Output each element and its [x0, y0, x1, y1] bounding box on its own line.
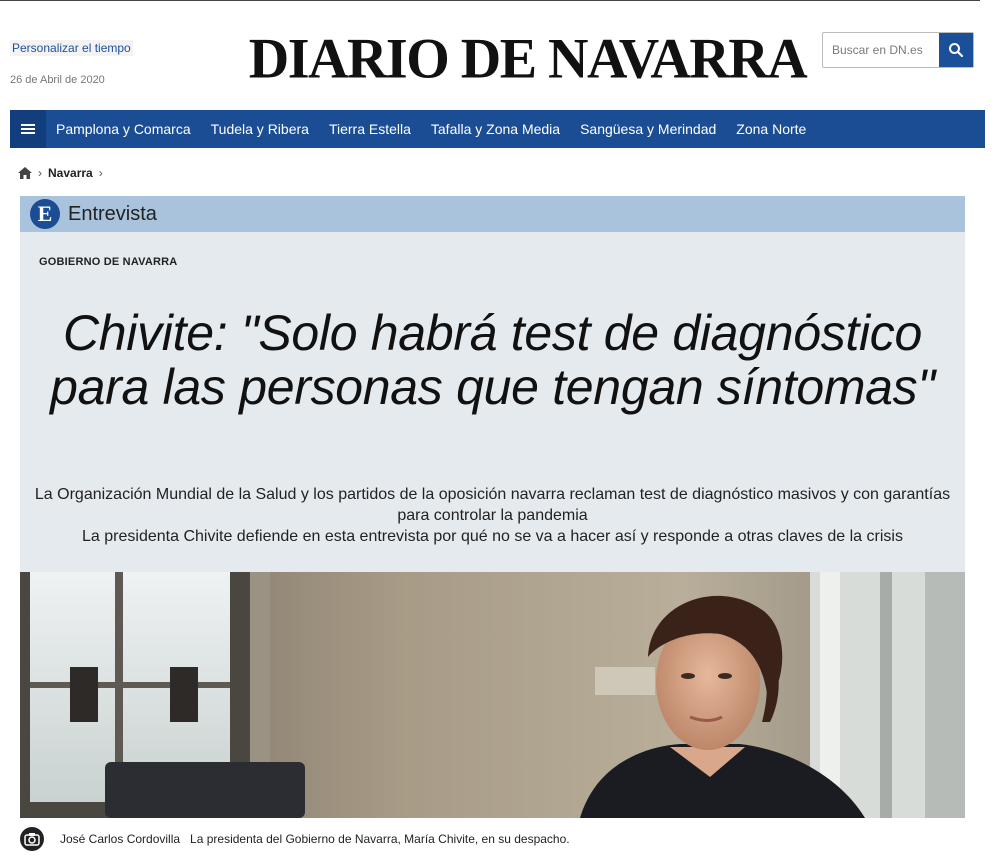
nav-item-estella[interactable]: Tierra Estella: [328, 121, 411, 137]
menu-button[interactable]: [10, 110, 46, 148]
section-badge: E: [30, 199, 60, 229]
search-box: [822, 32, 974, 68]
article-photo: [20, 572, 965, 818]
photo-illustration: [20, 572, 965, 818]
camera-icon: [20, 827, 44, 851]
photo-caption-text: La presidenta del Gobierno de Navarra, María Chivite, en su despacho.: [190, 832, 570, 846]
nav-item-pamplona[interactable]: Pamplona y Comarca: [56, 121, 191, 137]
search-input[interactable]: [823, 33, 939, 67]
lead-paragraph: La Organización Mundial de la Salud y los partidos de la oposición navarra reclaman test de diagnóstico masivos y con garantías para controlar la pandemia: [34, 486, 951, 524]
breadcrumb-separator-icon: ›: [98, 166, 103, 180]
search-icon: [948, 42, 964, 58]
weather-link[interactable]: Personalizar el tiempo: [12, 41, 131, 55]
main-nav: [10, 110, 985, 148]
site-header: [0, 2, 999, 108]
nav-item-tudela[interactable]: Tudela y Ribera: [210, 121, 309, 137]
site-logo[interactable]: DIARIO DE NAVARRA: [248, 27, 807, 91]
breadcrumb-separator-icon: ›: [38, 166, 42, 180]
nav-item-zona-norte[interactable]: Zona Norte: [736, 121, 807, 137]
article-headline: Chivite: "Solo habrá test de diagnóstico para las personas que tengan síntomas": [50, 305, 935, 415]
article-header: [20, 232, 965, 572]
section-bar: [20, 196, 965, 232]
photo-caption: [20, 826, 965, 852]
hamburger-icon: [21, 123, 35, 135]
home-icon[interactable]: [18, 167, 32, 179]
article-kicker[interactable]: GOBIERNO DE NAVARRA: [39, 256, 178, 268]
lead-paragraph: La presidenta Chivite defiende en esta entrevista por qué no se va a hacer así y responde a otras claves de la crisis: [82, 528, 903, 545]
nav-item-tafalla[interactable]: Tafalla y Zona Media: [430, 121, 561, 137]
current-date: 26 de Abril de 2020: [10, 74, 105, 86]
breadcrumb-item-navarra[interactable]: Navarra: [48, 166, 93, 180]
nav-item-sanguesa[interactable]: Sangüesa y Merindad: [580, 121, 717, 137]
article-lead: [20, 484, 965, 547]
section-title[interactable]: Entrevista: [68, 202, 157, 225]
photo-credit: José Carlos Cordovilla: [60, 832, 181, 846]
top-rule: [0, 0, 980, 1]
search-button[interactable]: [939, 33, 973, 67]
breadcrumb: [18, 165, 109, 181]
